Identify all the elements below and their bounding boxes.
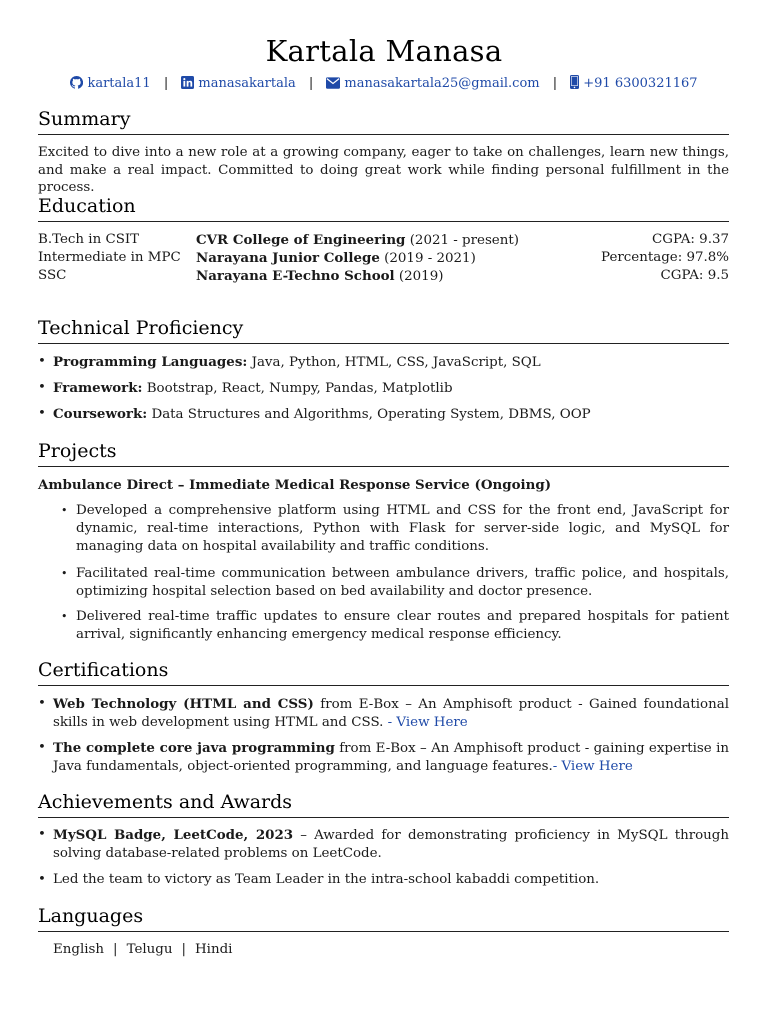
language-item: Telugu bbox=[126, 942, 173, 957]
language-item: English bbox=[53, 942, 105, 957]
section-rule bbox=[38, 134, 729, 135]
education-grade: Percentage: 97.8% bbox=[601, 250, 729, 265]
section-rule bbox=[38, 221, 729, 222]
view-here-link[interactable]: - View Here bbox=[552, 759, 633, 774]
envelope-icon bbox=[326, 77, 340, 95]
education-school: Narayana E-Techno School (2019) bbox=[196, 268, 444, 284]
education-row bbox=[38, 249, 729, 267]
summary-text: Excited to dive into a new role at a growing company, eager to take on challenges, learn new things, and make a real impact. Committed to doing great work while finding personal fulfillment in the process. bbox=[38, 145, 729, 195]
achievements-heading: Achievements and Awards bbox=[38, 791, 293, 813]
github-icon bbox=[70, 76, 83, 95]
education-heading: Education bbox=[38, 195, 136, 217]
view-here-link[interactable]: - View Here bbox=[387, 715, 468, 730]
education-grade: CGPA: 9.5 bbox=[660, 268, 729, 283]
section-rule bbox=[38, 685, 729, 686]
contact-separator: | bbox=[163, 76, 169, 91]
languages-list bbox=[53, 941, 232, 959]
education-row bbox=[38, 267, 729, 285]
mobile-phone-icon bbox=[570, 75, 579, 95]
section-rule bbox=[38, 466, 729, 467]
candidate-name: Kartala Manasa bbox=[265, 34, 503, 68]
contact-separator: | bbox=[308, 76, 314, 91]
bullet: • bbox=[61, 610, 68, 623]
resume-page: Kartala Manasa kartala11 | manasakartala | manasakartala25@gmail.com | +91 6300321167 Summary Excited to dive into a new role at a growing company, eager to take on challenges, learn new things, and make a real impact. Committed to doing great work while finding personal fulfillment in the process. Education B.Tech in CSIT CVR College of Engineering (2021 - present) CGPA: 9.37 Intermediate in MPC Narayana Junior College (2019 - 2021) Percentage: 97.8% SSC Narayana E-Techno School (2019) CGPA: 9.5 Technical Proficiency • Programming Languages: Java, Python, HTML, CSS, JavaScript, SQL • Framework: Bootstrap, React, Numpy, Pandas, Matplotlib • Coursework: Data Structures and Algorithms, Operating System, DBMS, OOP Projects Ambulance Direct – Immediate Medical Response Service (Ongoing) • Developed a comprehensive platform using HTML and CSS for the front end, JavaScript for dynamic, real-time interactions, Python with Flask for server-side logic, and MySQL for managing data on hospital availability and traffic conditions. • Facilitated real-time communication between ambulance drivers, traffic police, and hospitals, optimizing hospital selection based on bed availability and doctor presence. • Delivered real-time traffic updates to ensure clear routes and prepared hospitals for patient arrival, significantly enhancing emergency medical response efficiency. Certifications • Web Technology (HTML and CSS) from E-Box – An Amphisoft product - Gained foundational skills in web development using HTML and CSS. - View Here • The complete core java programming from E-Box – An Amphisoft product - gaining expertise in Java fundamentals, object-oriented programming, and language features.- View Here Achievements and Awards • MySQL Badge, LeetCode, 2023 – Awarded for demonstrating proficiency in MySQL through solving database-related problems on LeetCode. • Led the team to victory as Team Leader in the intra-school kabaddi competition. Languages English | Telugu | Hindi bbox=[0, 0, 768, 1024]
education-row bbox=[38, 231, 729, 249]
section-rule bbox=[38, 817, 729, 818]
bullet: • bbox=[38, 740, 46, 755]
education-school: CVR College of Engineering (2021 - present) bbox=[196, 232, 519, 248]
bullet: • bbox=[38, 827, 46, 842]
language-separator: | bbox=[181, 942, 186, 957]
language-separator: | bbox=[113, 942, 118, 957]
technical-heading: Technical Proficiency bbox=[38, 317, 244, 339]
education-grade: CGPA: 9.37 bbox=[652, 232, 729, 247]
bullet: • bbox=[38, 354, 46, 369]
bullet: • bbox=[38, 872, 46, 887]
contact-separator: | bbox=[552, 76, 558, 91]
phone-link[interactable]: +91 6300321167 bbox=[583, 76, 698, 91]
languages-heading: Languages bbox=[38, 905, 144, 927]
contact-bar bbox=[0, 75, 768, 95]
education-degree: SSC bbox=[38, 268, 67, 283]
bullet: • bbox=[38, 380, 46, 395]
github-link[interactable]: kartala11 bbox=[87, 76, 151, 91]
certifications-heading: Certifications bbox=[38, 659, 169, 681]
linkedin-link[interactable]: manasakartala bbox=[198, 76, 296, 91]
summary-heading: Summary bbox=[38, 108, 131, 130]
linkedin-icon bbox=[181, 76, 194, 95]
project-title: Ambulance Direct – Immediate Medical Response Service (Ongoing) bbox=[38, 477, 552, 493]
projects-heading: Projects bbox=[38, 440, 117, 462]
email-link[interactable]: manasakartala25@gmail.com bbox=[344, 76, 540, 91]
bullet: • bbox=[38, 406, 46, 421]
education-degree: B.Tech in CSIT bbox=[38, 232, 140, 247]
bullet: • bbox=[61, 567, 68, 580]
education-degree: Intermediate in MPC bbox=[38, 250, 181, 265]
bullet: • bbox=[38, 696, 46, 711]
language-item: Hindi bbox=[195, 942, 233, 957]
education-school: Narayana Junior College (2019 - 2021) bbox=[196, 250, 476, 266]
section-rule bbox=[38, 931, 729, 932]
section-rule bbox=[38, 343, 729, 344]
bullet: • bbox=[61, 504, 68, 517]
